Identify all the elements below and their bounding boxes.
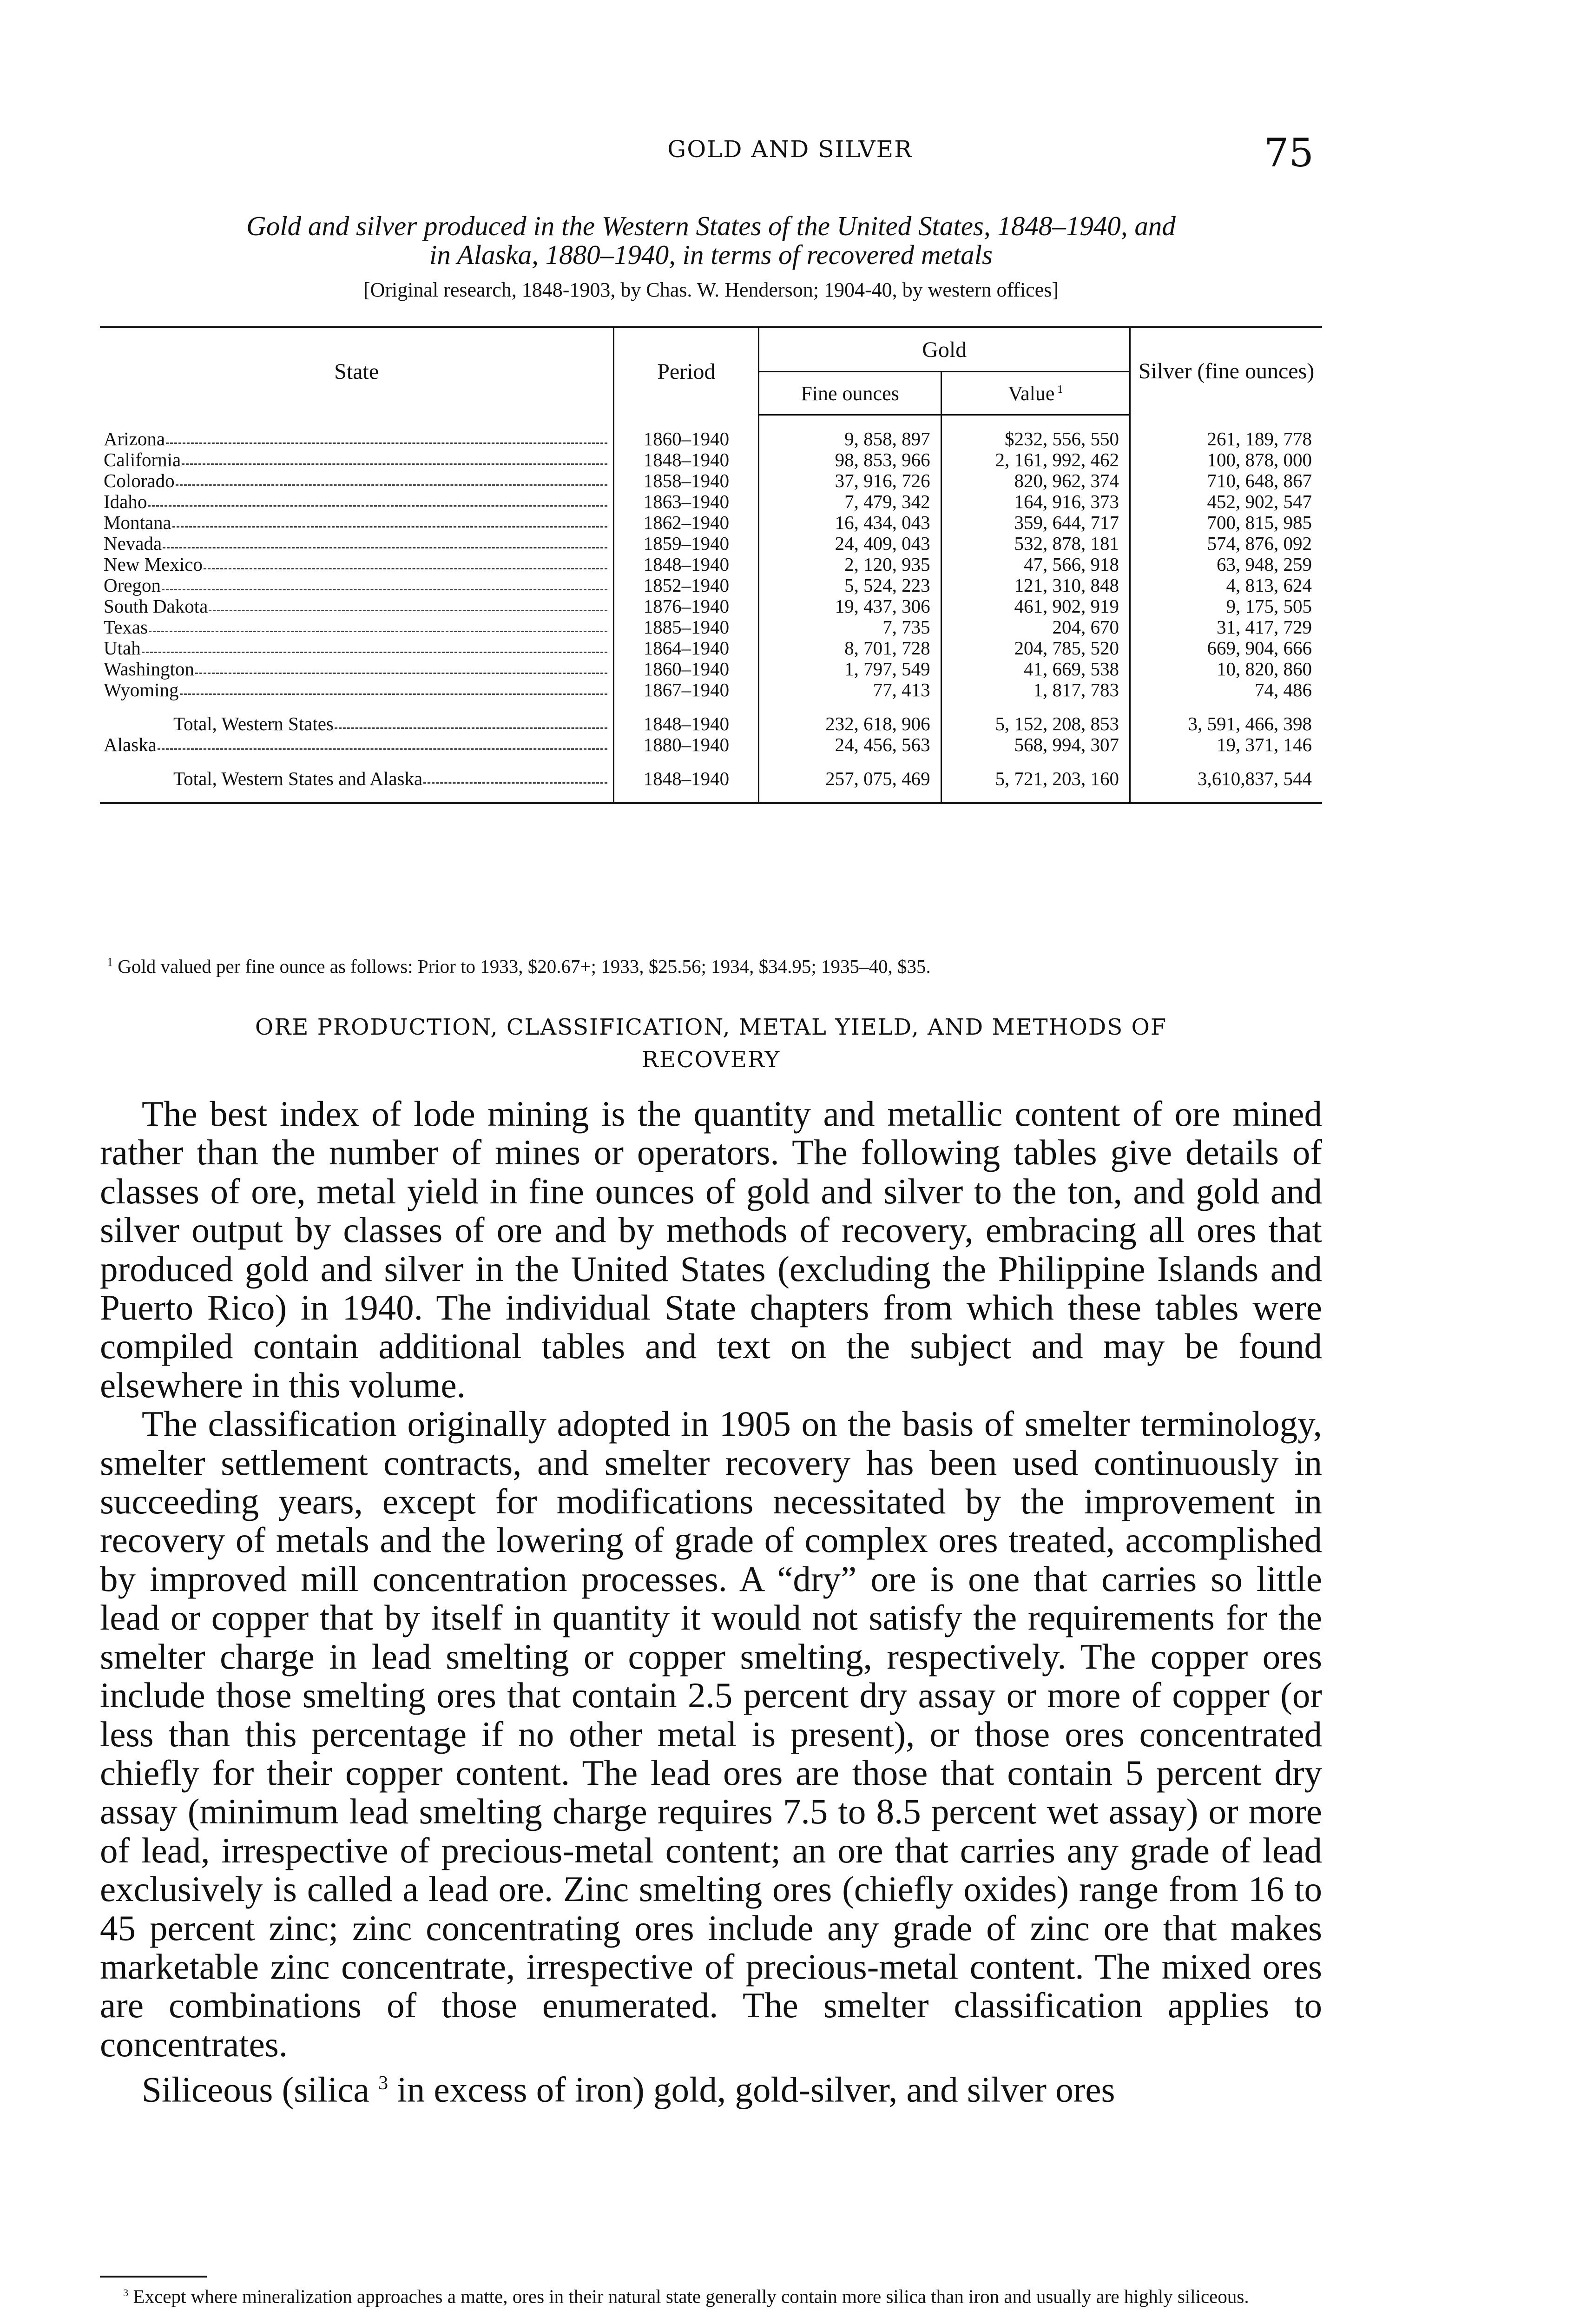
row-value: 47, 566, 918 bbox=[941, 554, 1130, 575]
paragraph-2: The classification originally adopted in 1905 on the basis of smelter terminology, smelter settlement contracts, and smelter recovery has been used continuously in succeeding years, except for modifications necessitated by the improvement in recovery of metals and the lowering of grade of complex ores treated, accomplished by improved mill concentration processes. A “dry” ore is one that carries so little lead or copper that by itself in quantity it would not satisfy the requirements for the smelter charge in lead smelting or copper smelting, respectively. The copper ores include those smelting ores that contain 2.5 percent dry assay or more of copper (or less than this percentage if no other metal is present), or those ores concentrated chiefly for their copper content. The lead ores are those that contain 5 percent dry assay (minimum lead smelting charge requires 7.5 to 8.5 percent wet assay) or more of lead, irrespective of precious-metal content; an ore that carries any grade of lead exclusively is called a lead ore. Zinc smelting ores (chiefly oxides) range from 16 to 45 percent zinc; zinc concentrating ores include any grade of zinc ore that makes marketable zinc concentrate, irrespective of precious-metal content. The mixed ores are combinations of those enumerated. The smelter classification applies to concentrates. bbox=[100, 1404, 1322, 2064]
paragraph-3-start: Siliceous (silica bbox=[142, 2069, 369, 2110]
header-fine-ounces: Fine ounces bbox=[759, 372, 941, 415]
row-value: 41, 669, 538 bbox=[941, 659, 1130, 680]
row-state: Total, Western States and Alaska bbox=[173, 768, 423, 789]
footnote-mark: 1 bbox=[107, 955, 113, 969]
table-row-alaska bbox=[100, 734, 1322, 755]
table-row bbox=[100, 470, 1322, 491]
row-state: Arizona bbox=[104, 428, 165, 449]
row-period: 1848–1940 bbox=[614, 768, 759, 789]
table-row bbox=[100, 575, 1322, 596]
row-silver: 710, 648, 867 bbox=[1130, 470, 1322, 491]
row-silver: 452, 902, 547 bbox=[1130, 491, 1322, 512]
row-state: California bbox=[104, 449, 181, 470]
row-fine-ounces: 16, 434, 043 bbox=[759, 512, 941, 533]
row-state: Colorado bbox=[104, 470, 175, 491]
caption-source: [Original research, 1848-1903, by Chas. W. Henderson; 1904-40, by western offices] bbox=[363, 278, 1059, 301]
row-value: 1, 817, 783 bbox=[941, 680, 1130, 700]
row-state: Utah bbox=[104, 637, 141, 659]
row-silver: 3,610,837, 544 bbox=[1130, 768, 1322, 789]
row-value: 5, 721, 203, 160 bbox=[941, 768, 1130, 789]
header-silver: Silver (fine ounces) bbox=[1130, 327, 1322, 415]
header-period: Period bbox=[614, 327, 759, 415]
row-silver: 3, 591, 466, 398 bbox=[1130, 713, 1322, 734]
footnote-text: Gold valued per fine ounce as follows: Prior to 1933, $20.67+; 1933, $25.56; 1934, $34.95; 1935–40, $35. bbox=[118, 956, 931, 977]
row-period: 1860–1940 bbox=[614, 659, 759, 680]
header-gold: Gold bbox=[759, 327, 1130, 372]
row-silver: 700, 815, 985 bbox=[1130, 512, 1322, 533]
page-footnote-text: Except where mineralization approaches a matte, ores in their natural state generally contain more silica than iron and usually are highly siliceous. bbox=[133, 2285, 1249, 2307]
section-heading-line-2: RECOVERY bbox=[641, 1047, 781, 1073]
row-fine-ounces: 257, 075, 469 bbox=[759, 768, 941, 789]
row-period: 1860–1940 bbox=[614, 429, 759, 449]
running-head-title: GOLD AND SILVER bbox=[667, 136, 913, 163]
table-footnote bbox=[107, 955, 1324, 977]
row-silver: 574, 876, 092 bbox=[1130, 533, 1322, 554]
row-state: Total, Western States bbox=[173, 713, 334, 734]
table-row bbox=[100, 659, 1322, 680]
table-row bbox=[100, 596, 1322, 617]
row-fine-ounces: 98, 853, 966 bbox=[759, 449, 941, 470]
row-silver: 4, 813, 624 bbox=[1130, 575, 1322, 596]
page-footnote bbox=[100, 2282, 1322, 2307]
table-row bbox=[100, 617, 1322, 638]
row-period: 1880–1940 bbox=[614, 734, 759, 755]
row-value: 121, 310, 848 bbox=[941, 575, 1130, 596]
table-row bbox=[100, 449, 1322, 470]
footnote-ref-3: 3 bbox=[378, 2072, 388, 2094]
row-value: 359, 644, 717 bbox=[941, 512, 1130, 533]
table-row bbox=[100, 554, 1322, 575]
caption-line-2: in Alaska, 1880–1940, in terms of recovered metals bbox=[429, 239, 993, 270]
footnote-rule bbox=[100, 2276, 207, 2278]
row-period: 1859–1940 bbox=[614, 533, 759, 554]
header-value bbox=[941, 372, 1130, 415]
row-period: 1885–1940 bbox=[614, 617, 759, 638]
header-value-label: Value bbox=[1008, 382, 1055, 405]
row-fine-ounces: 19, 437, 306 bbox=[759, 596, 941, 617]
row-silver: 19, 371, 146 bbox=[1130, 734, 1322, 755]
table-row bbox=[100, 638, 1322, 659]
row-fine-ounces: 7, 479, 342 bbox=[759, 491, 941, 512]
row-fine-ounces: 7, 735 bbox=[759, 617, 941, 638]
page-footnote-mark: 3 bbox=[123, 2287, 129, 2298]
row-period: 1867–1940 bbox=[614, 680, 759, 700]
body-text bbox=[100, 1095, 1322, 2109]
row-value: 204, 670 bbox=[941, 617, 1130, 638]
row-value: 2, 161, 992, 462 bbox=[941, 449, 1130, 470]
row-period: 1876–1940 bbox=[614, 596, 759, 617]
row-silver: 10, 820, 860 bbox=[1130, 659, 1322, 680]
row-fine-ounces: 9, 858, 897 bbox=[759, 429, 941, 449]
row-state: New Mexico bbox=[104, 554, 203, 575]
header-value-note: 1 bbox=[1057, 383, 1063, 396]
row-period: 1862–1940 bbox=[614, 512, 759, 533]
row-period: 1848–1940 bbox=[614, 449, 759, 470]
row-silver: 31, 417, 729 bbox=[1130, 617, 1322, 638]
production-table bbox=[100, 326, 1322, 804]
row-value: 5, 152, 208, 853 bbox=[941, 713, 1130, 734]
row-fine-ounces: 77, 413 bbox=[759, 680, 941, 700]
table-row-grand-total bbox=[100, 768, 1322, 789]
page-number: 75 bbox=[1264, 130, 1314, 176]
row-state: Texas bbox=[104, 616, 148, 638]
row-silver: 74, 486 bbox=[1130, 680, 1322, 700]
row-state: South Dakota bbox=[104, 595, 208, 617]
row-period: 1848–1940 bbox=[614, 554, 759, 575]
header-state: State bbox=[100, 327, 614, 415]
row-state: Alaska bbox=[104, 734, 157, 755]
row-fine-ounces: 5, 524, 223 bbox=[759, 575, 941, 596]
row-silver: 669, 904, 666 bbox=[1130, 638, 1322, 659]
paragraph-3 bbox=[100, 2064, 1322, 2109]
row-fine-ounces: 2, 120, 935 bbox=[759, 554, 941, 575]
paragraph-3-end: in excess of iron) gold, gold-silver, and silver ores bbox=[397, 2069, 1115, 2110]
row-fine-ounces: 8, 701, 728 bbox=[759, 638, 941, 659]
row-state: Nevada bbox=[104, 533, 162, 554]
row-silver: 63, 948, 259 bbox=[1130, 554, 1322, 575]
paragraph-1: The best index of lode mining is the quantity and metallic content of ore mined rather than the number of mines or operators. The following tables give details of classes of ore, metal yield in fine ounces of gold and silver to the ton, and gold and silver output by classes of ore and by methods of recovery, embracing all ores that produced gold and silver in the United States (excluding the Philippine Islands and Puerto Rico) in 1940. The individual State chapters from which these tables were compiled contain additional tables and text on the subject and may be found elsewhere in this volume. bbox=[100, 1094, 1322, 1405]
table-row bbox=[100, 429, 1322, 449]
row-fine-ounces: 37, 916, 726 bbox=[759, 470, 941, 491]
table-row-total-western bbox=[100, 713, 1322, 734]
row-fine-ounces: 1, 797, 549 bbox=[759, 659, 941, 680]
row-period: 1858–1940 bbox=[614, 470, 759, 491]
row-silver: 100, 878, 000 bbox=[1130, 449, 1322, 470]
row-period: 1852–1940 bbox=[614, 575, 759, 596]
row-state: Washington bbox=[104, 658, 194, 680]
row-period: 1864–1940 bbox=[614, 638, 759, 659]
row-value: 568, 994, 307 bbox=[941, 734, 1130, 755]
row-value: 461, 902, 919 bbox=[941, 596, 1130, 617]
row-state: Oregon bbox=[104, 574, 161, 596]
row-state: Wyoming bbox=[104, 679, 179, 700]
row-fine-ounces: 24, 456, 563 bbox=[759, 734, 941, 755]
row-silver: 261, 189, 778 bbox=[1130, 429, 1322, 449]
row-value: 164, 916, 373 bbox=[941, 491, 1130, 512]
row-period: 1848–1940 bbox=[614, 713, 759, 734]
row-fine-ounces: 24, 409, 043 bbox=[759, 533, 941, 554]
row-fine-ounces: 232, 618, 906 bbox=[759, 713, 941, 734]
row-value: 204, 785, 520 bbox=[941, 638, 1130, 659]
table-row bbox=[100, 680, 1322, 700]
table-row bbox=[100, 512, 1322, 533]
row-value: 532, 878, 181 bbox=[941, 533, 1130, 554]
row-value: $232, 556, 550 bbox=[941, 429, 1130, 449]
section-heading bbox=[100, 1011, 1322, 1076]
row-value: 820, 962, 374 bbox=[941, 470, 1130, 491]
running-head bbox=[0, 130, 1580, 176]
row-state: Idaho bbox=[104, 491, 147, 512]
row-silver: 9, 175, 505 bbox=[1130, 596, 1322, 617]
table-caption bbox=[100, 211, 1322, 269]
section-heading-line-1: ORE PRODUCTION, CLASSIFICATION, METAL YIELD, AND METHODS OF bbox=[255, 1014, 1167, 1040]
caption-line-1: Gold and silver produced in the Western States of the United States, 1848–1940, and bbox=[246, 211, 1176, 241]
table-row bbox=[100, 491, 1322, 512]
table-row bbox=[100, 533, 1322, 554]
row-period: 1863–1940 bbox=[614, 491, 759, 512]
row-state: Montana bbox=[104, 512, 171, 533]
